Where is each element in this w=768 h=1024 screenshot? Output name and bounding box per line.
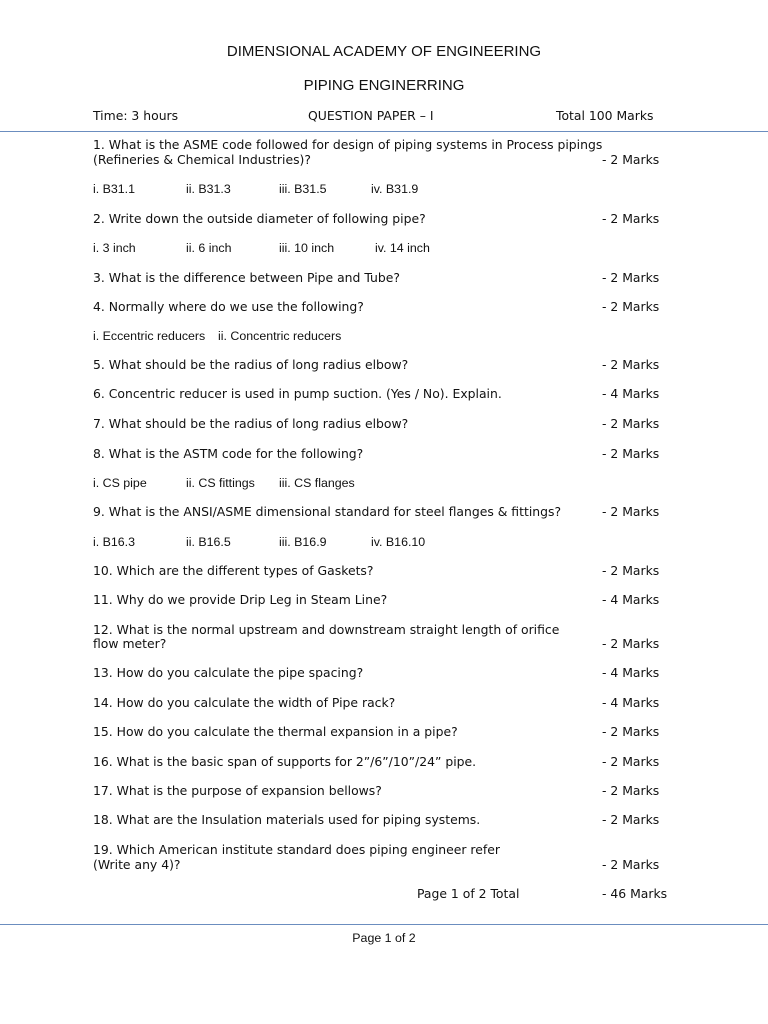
- question-1-option-1: i. B31.1: [93, 182, 136, 196]
- question-18-text: 18. What are the Insulation materials used for piping systems.: [93, 812, 481, 827]
- question-2-text: 2. Write down the outside diameter of following pipe?: [93, 211, 426, 226]
- question-9-option-3: iii. B16.9: [279, 535, 327, 549]
- question-10-marks: - 2 Marks: [602, 563, 660, 578]
- question-9-option-2: ii. B16.5: [186, 535, 231, 549]
- subject-title: PIPING ENGINERRING: [303, 77, 465, 94]
- question-5-marks: - 2 Marks: [602, 357, 660, 372]
- question-18-marks: - 2 Marks: [602, 812, 660, 827]
- question-11-text: 11. Why do we provide Drip Leg in Steam Line?: [93, 592, 388, 607]
- question-17-marks: - 2 Marks: [602, 783, 660, 798]
- question-12-line-2: flow meter?: [93, 636, 167, 651]
- header-divider: [0, 131, 768, 132]
- question-7-text: 7. What should be the radius of long radius elbow?: [93, 416, 409, 431]
- question-12-marks: - 2 Marks: [602, 636, 660, 651]
- question-14-marks: - 4 Marks: [602, 695, 660, 710]
- time-allowed: Time: 3 hours: [93, 108, 179, 123]
- question-5-text: 5. What should be the radius of long radius elbow?: [93, 357, 409, 372]
- question-15-marks: - 2 Marks: [602, 724, 660, 739]
- question-10-text: 10. Which are the different types of Gaskets?: [93, 563, 374, 578]
- question-8-option-1: i. CS pipe: [93, 476, 147, 490]
- question-8-option-3: iii. CS flanges: [279, 476, 355, 490]
- question-6-marks: - 4 Marks: [602, 386, 660, 401]
- question-1-option-4: iv. B31.9: [371, 182, 419, 196]
- question-1-marks: - 2 Marks: [602, 152, 660, 167]
- question-9-marks: - 2 Marks: [602, 504, 660, 519]
- question-13-text: 13. How do you calculate the pipe spacing?: [93, 665, 364, 680]
- question-4-option-1: i. Eccentric reducers: [93, 329, 206, 343]
- footer-divider: [0, 924, 768, 925]
- question-19-line-1: 19. Which American institute standard does piping engineer refer: [93, 842, 500, 857]
- paper-number: QUESTION PAPER – I: [308, 108, 434, 123]
- question-2-option-1: i. 3 inch: [93, 241, 136, 255]
- question-1-line-1: 1. What is the ASME code followed for design of piping systems in Process pipings: [93, 137, 603, 152]
- question-16-marks: - 2 Marks: [602, 754, 660, 769]
- question-9-text: 9. What is the ANSI/ASME dimensional standard for steel flanges & fittings?: [93, 504, 562, 519]
- question-2-option-2: ii. 6 inch: [186, 241, 232, 255]
- question-16-text: 16. What is the basic span of supports for 2”/6”/10”/24” pipe.: [93, 754, 477, 769]
- question-4-option-2: ii. Concentric reducers: [218, 329, 342, 343]
- total-marks: Total 100 Marks: [556, 108, 654, 123]
- question-8-text: 8. What is the ASTM code for the following?: [93, 446, 364, 461]
- question-2-option-3: iii. 10 inch: [279, 241, 335, 255]
- question-15-text: 15. How do you calculate the thermal expansion in a pipe?: [93, 724, 458, 739]
- question-9-option-1: i. B16.3: [93, 535, 136, 549]
- question-6-text: 6. Concentric reducer is used in pump suction. (Yes / No). Explain.: [93, 386, 502, 401]
- question-14-text: 14. How do you calculate the width of Pipe rack?: [93, 695, 396, 710]
- question-12-line-1: 12. What is the normal upstream and downstream straight length of orifice: [93, 622, 560, 637]
- question-4-marks: - 2 Marks: [602, 299, 660, 314]
- institute-title: DIMENSIONAL ACADEMY OF ENGINEERING: [226, 43, 542, 60]
- question-7-marks: - 2 Marks: [602, 416, 660, 431]
- question-19-line-2: (Write any 4)?: [93, 857, 181, 872]
- question-8-option-2: ii. CS fittings: [186, 476, 255, 490]
- question-1-option-3: iii. B31.5: [279, 182, 327, 196]
- question-11-marks: - 4 Marks: [602, 592, 660, 607]
- question-2-marks: - 2 Marks: [602, 211, 660, 226]
- question-4-text: 4. Normally where do we use the following?: [93, 299, 364, 314]
- question-17-text: 17. What is the purpose of expansion bellows?: [93, 783, 382, 798]
- question-1-option-2: ii. B31.3: [186, 182, 231, 196]
- page-total-label: Page 1 of 2 Total: [417, 886, 520, 901]
- question-3-text: 3. What is the difference between Pipe and Tube?: [93, 270, 400, 285]
- question-1-line-2: (Refineries & Chemical Industries)?: [93, 152, 311, 167]
- question-9-option-4: iv. B16.10: [371, 535, 426, 549]
- page-number: Page 1 of 2: [352, 931, 416, 945]
- question-19-marks: - 2 Marks: [602, 857, 660, 872]
- question-13-marks: - 4 Marks: [602, 665, 660, 680]
- page-total-marks: - 46 Marks: [602, 886, 668, 901]
- question-2-option-4: iv. 14 inch: [375, 241, 430, 255]
- question-8-marks: - 2 Marks: [602, 446, 660, 461]
- question-3-marks: - 2 Marks: [602, 270, 660, 285]
